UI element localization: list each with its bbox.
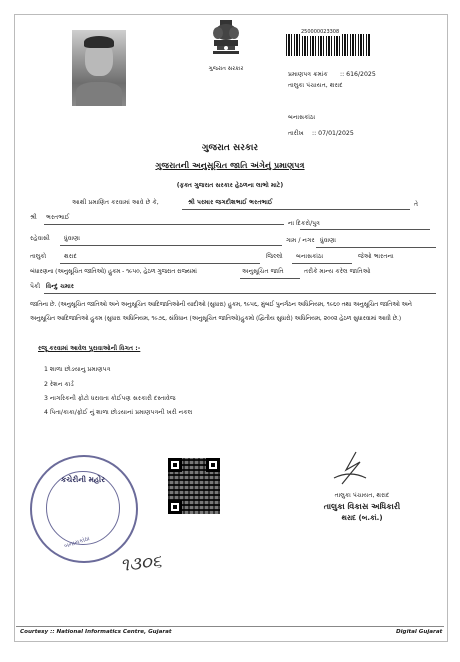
brand-text: Digital Gujarat	[396, 629, 443, 635]
holder-suffix: તે	[414, 201, 419, 208]
son-daughter-line	[300, 229, 430, 230]
holder-name-line	[182, 209, 410, 210]
village-value: ધુંવાણા	[64, 235, 80, 242]
district-value: બનાસકાંઠા	[296, 253, 324, 260]
qr-finder-top-left	[168, 458, 182, 472]
handwritten-number: ૧૩૦૬	[119, 550, 163, 577]
date-label: તારીખ	[288, 130, 304, 137]
officer-line-3: થરાદ (બ.કાં.)	[341, 514, 383, 522]
certificate-no-label: પ્રમાણપત્ર ક્રમાંક	[288, 71, 328, 78]
village-label: રહેવાસી	[30, 235, 50, 242]
father-name-line	[44, 224, 284, 225]
caste-value: વિન્દુ ચમાર	[46, 283, 74, 290]
signature-scribble	[316, 448, 376, 488]
qr-finder-bottom-left	[168, 500, 182, 514]
village-line	[60, 245, 282, 246]
lion-capital-icon	[208, 18, 244, 62]
legal-paragraph: જાતિના છે. (અનુસૂચિત જાતિઓ અને અનુસૂચિત આદિજાતિઓની યાદીઓ (સુધારા) હુકમ, ૧૯૫૬, મુંબઈ પુનર્ગઠન અધિનિયમ, ૧૯૬૦ તથા અનુસૂચિત જાતિઓ અને અનુસૂચિત આદિજાતિઓ હુકમ (સુધારા અધિનિયમ, ૧૯૭૬, સંવિધાન (અનુસૂચિત જાતિઓ)હુકમો (દ્વિતીય સુધારો) અધિનિયમ, ૨૦૦૨ હેઠળ સુધારવામાં આવી છે.)	[30, 302, 412, 322]
clause-text: બંધારણના (અનુસૂચિત જાતિઓ) હુકમ - ૧૯૫૦, હેઠળ ગુજરાત રાજ્યમાં	[30, 269, 197, 275]
certificate-no: :: 616/2025	[340, 71, 376, 78]
seal-bottom-text: બનાસકાંઠા	[63, 535, 91, 550]
shirt-shape	[76, 82, 122, 106]
taluka-office: તાલુકા પંચાયત, થરાદ	[288, 82, 343, 89]
certify-text: આથી પ્રમાણિત કરવામાં આવે છે કે,	[72, 199, 159, 206]
state-text: જેઓ ભારતના	[358, 253, 394, 260]
header-district: બનાસકાંઠા	[288, 114, 316, 121]
shri-label: શ્રી	[30, 214, 37, 221]
caste-line	[44, 293, 436, 294]
gaam-value: ધુંવાણા	[320, 237, 336, 244]
officer-line-1: તાલુકા પંચાયત, થરાદ	[334, 492, 390, 499]
caste-category-line	[240, 278, 300, 279]
document-item-4: 4 પિતા/કાકા/ફોઈ નું શાળા છોડયાનાં પ્રમાણપત્રની ખરી નકલ	[44, 409, 193, 416]
issue-date: :: 07/01/2025	[312, 130, 354, 137]
courtesy-text: Courtesy :: National Informatics Centre, Gujarat	[20, 629, 172, 635]
document-item-2: 2 રેશન કાર્ડ	[44, 381, 74, 388]
qr-code	[168, 458, 220, 514]
district-line	[292, 263, 352, 264]
taluka-label: તાલુકો	[30, 253, 47, 260]
recognized-text: તરીકે માન્ય કરેલ જાતિઓ	[304, 268, 371, 275]
emblem-caption: ગુજરાત સરકાર	[208, 66, 244, 72]
holder-photo	[72, 30, 126, 106]
officer-line-2: તાલુકા વિકાસ અધિકારી	[323, 502, 401, 511]
barcode	[286, 34, 370, 56]
holder-name: શ્રી પરમાર જગદીશભાઈ ભરતભાઈ	[188, 199, 273, 206]
hair-shape	[84, 36, 114, 48]
barcode-number: 250000023308	[301, 29, 340, 35]
father-name: ભરતભાઈ	[46, 214, 70, 221]
org-title: ગુજરાત સરકાર	[201, 143, 259, 153]
state-emblem	[208, 18, 244, 68]
certificate-subtitle: (ફક્ત ગુજરાત સરકાર હેઠળના લાભો માટે)	[176, 182, 284, 189]
gaam-line	[316, 247, 436, 248]
caste-prefix: પૈકી	[30, 283, 41, 290]
signature	[316, 448, 376, 488]
certificate-title: ગુજરાતની અનુસૂચિત જાતિ અંગેનું પ્રમાણપત્ર	[155, 160, 305, 170]
son-daughter: ના દિકરો/પુત્ર	[288, 220, 320, 227]
caste-category: અનુસૂચિત જાતિ	[242, 268, 284, 275]
taluka-line	[60, 263, 260, 264]
seal-top-text: કચેરીની મહોર	[60, 475, 106, 484]
district-label: જિલ્લો	[266, 253, 283, 260]
taluka-value: થરાદ	[64, 253, 77, 260]
gaam-label: ગામ / નગર	[286, 237, 315, 244]
document-item-1: 1 શાળા છોડયાનુ પ્રમાણપત્ર	[44, 366, 111, 373]
footer-divider	[16, 626, 444, 627]
document-item-3: 3 નાગરિકની ફોટો ધરાવતા કોઈપણ સરકારી દસ્તાવેજ	[44, 395, 176, 402]
documents-heading: રજૂ કરવામાં આવેલ પુરાવાઓની વિગત :-	[38, 345, 141, 352]
qr-finder-top-right	[206, 458, 220, 472]
office-seal	[30, 455, 138, 563]
